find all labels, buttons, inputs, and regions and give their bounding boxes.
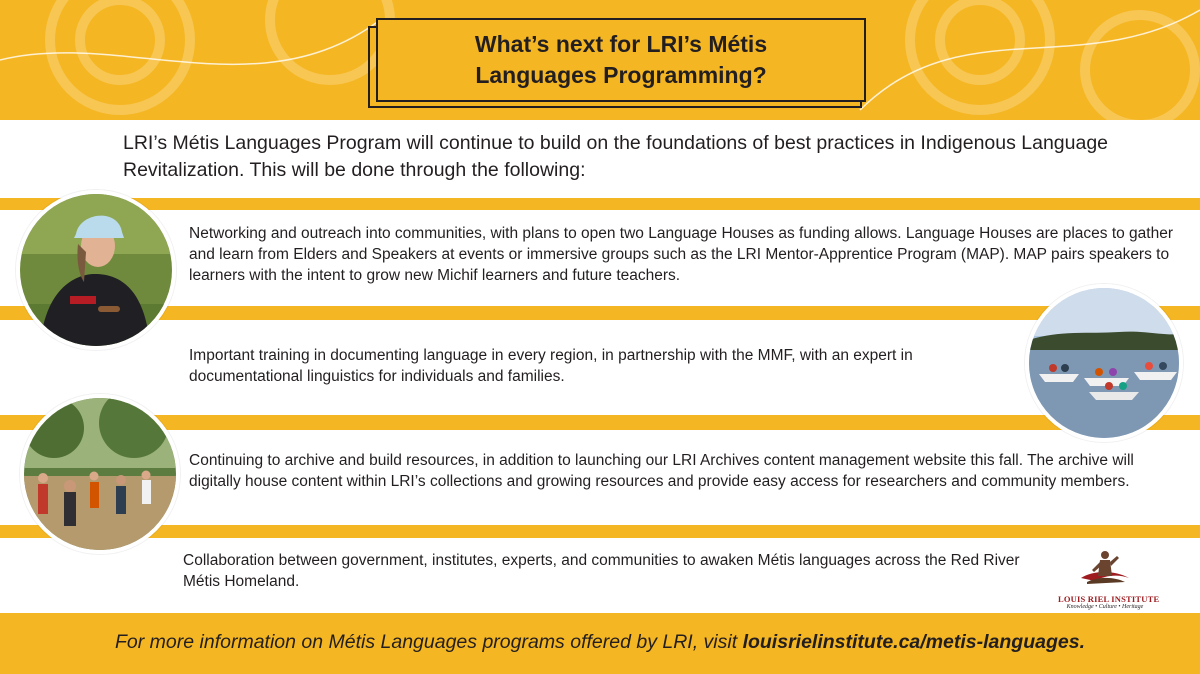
footer-lead: For more information on Métis Languages programs offered by LRI, visit [115, 631, 743, 653]
footer-note [0, 624, 1200, 660]
intro-band [0, 120, 1200, 198]
bullet-text-1: Networking and outreach into communities, with plans to open two Language Houses as funding allows. Language Houses are places to gather and learn from Elders and Speakers at events or immersive groups such as the LRI Mentor-Apprentice Program (MAP). MAP pairs speakers to learners with the intent to grow new Michif learners and future teachers. [189, 225, 1174, 284]
photo-speaker-outdoors [16, 190, 176, 350]
intro-text: LRI’s Métis Languages Program will continue to build on the foundations of best practices in Indigenous Language Revitalization. This will be done through the following: [123, 132, 1109, 181]
bullet-band-2 [0, 320, 1200, 415]
photo-group-gathering [20, 394, 180, 554]
logo-tagline: Knowledge • Culture • Heritage [1066, 604, 1144, 610]
louis-riel-institute-logo [1058, 548, 1160, 612]
bullet-text-3: Continuing to archive and build resources, in addition to launching our LRI Archives content management website this fall. The archive will digitally house content within LRI’s collections and growing resources and provide easy access for researchers and community members. [189, 452, 1134, 490]
bullet-band-3 [0, 430, 1200, 525]
title-box [376, 18, 866, 102]
bullet-text-4: Collaboration between government, institutes, experts, and communities to awaken Métis languages across the Red River Métis Homeland. [183, 552, 1020, 590]
bullet-band-1 [0, 210, 1200, 306]
photo-canoes-on-lake [1025, 284, 1183, 442]
logo-wordmark: LOUIS RIEL INSTITUTE [1058, 594, 1160, 604]
bullet-band-4 [0, 538, 1200, 613]
bullet-text-2: Important training in documenting language in every region, in partnership with the MMF, with an expert in documentational linguistics for individuals and families. [189, 347, 913, 385]
louis-riel-statue-emblem-icon [1075, 548, 1135, 588]
footer-website-link[interactable]: louisrielinstitute.ca/metis-languages. [742, 631, 1085, 653]
page-title: What’s next for LRI’s Métis Languages Programming? [474, 31, 768, 88]
